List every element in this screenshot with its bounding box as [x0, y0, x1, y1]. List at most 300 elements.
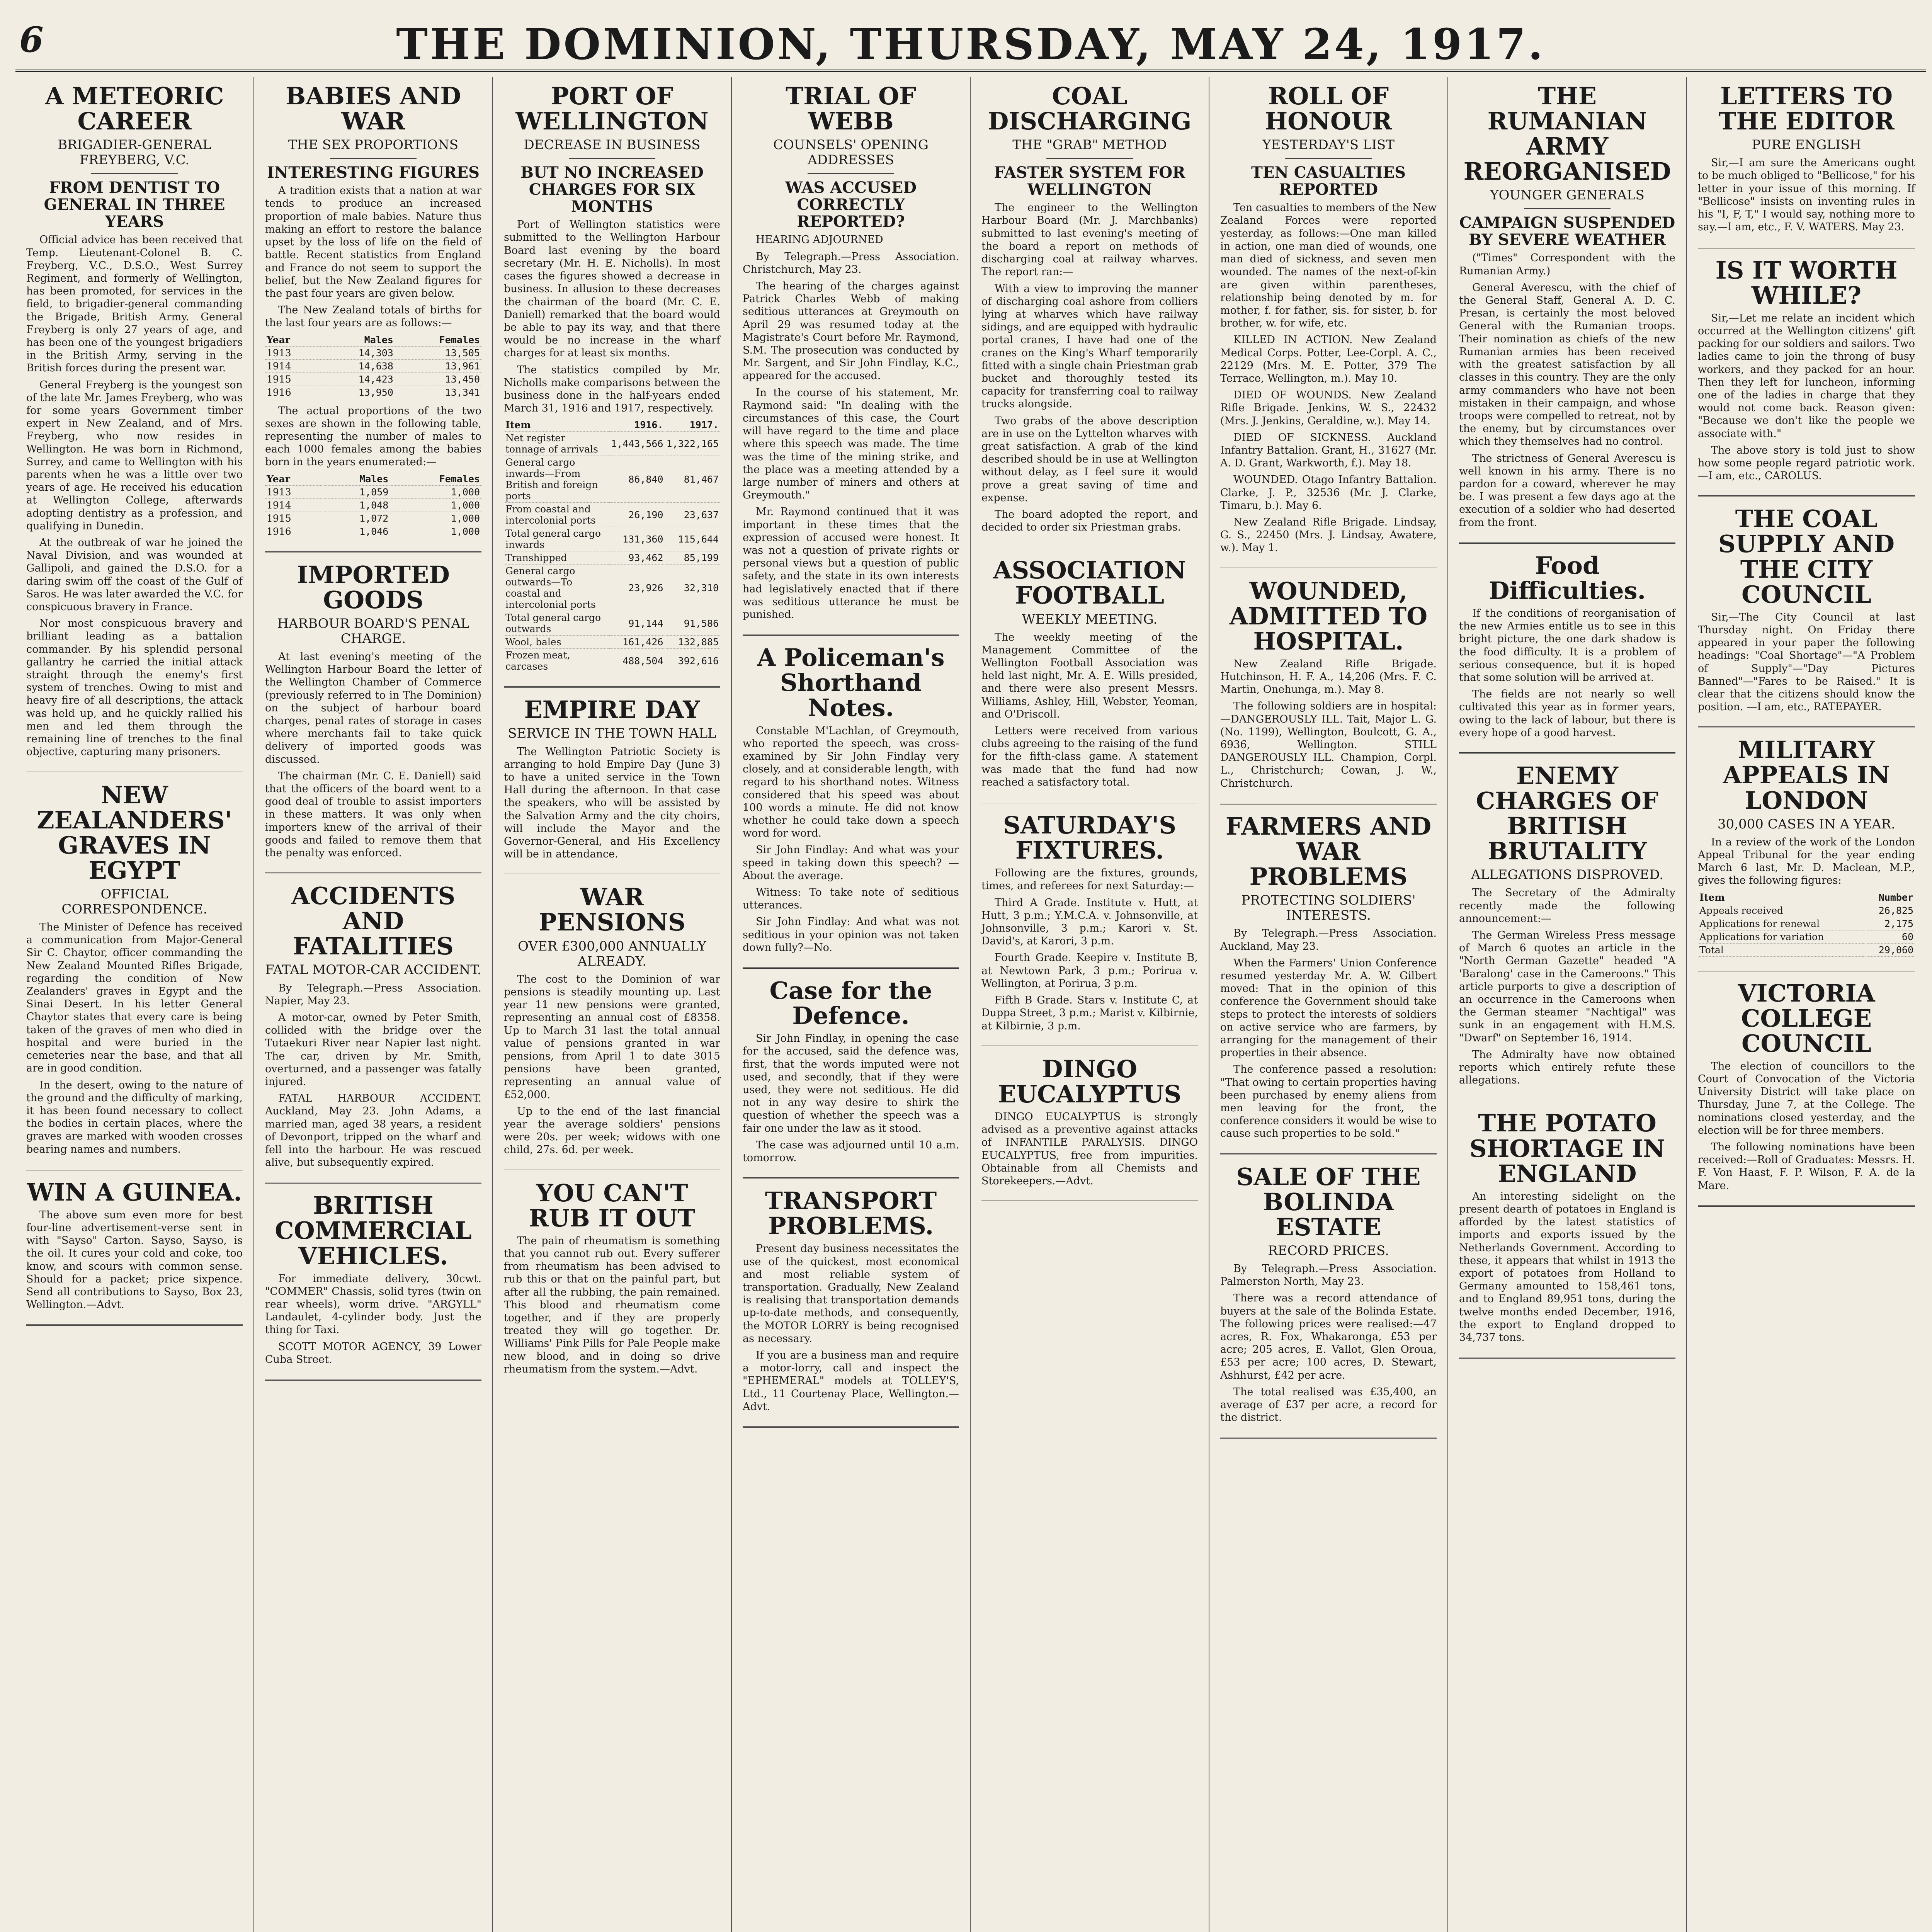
article-headline: THE POTATO SHORTAGE IN ENGLAND — [1469, 1109, 1665, 1188]
table-cell: 1913 — [265, 346, 320, 359]
article-deck: WAS ACCUSED CORRECTLY REPORTED? — [785, 179, 917, 231]
table-cell: 60 — [1866, 930, 1915, 943]
article-paragraph: The New Zealand totals of births for the last four years are as follows:— — [265, 304, 481, 329]
statistics-table — [1698, 891, 1915, 957]
article-headline: NEW ZEALANDERS' GRAVES IN EGYPT — [37, 781, 232, 884]
table-row — [1698, 930, 1915, 943]
article-paragraph: Third A Grade. Institute v. Hutt, at Hutt, 3 p.m.; Y.M.C.A. v. Johnsonville, at Johnsonville, 3 p.m.; Karori v. St. David's, at Karori, 3 p.m. — [981, 896, 1198, 947]
article-separator — [1698, 970, 1915, 971]
article-paragraph: Sir,—Let me relate an incident which occurred at the Wellington citizens' gift packing for our soldiers and sailors. Two ladies came to join the throng of busy workers, and they packed for an hour. Then they left for luncheon, informing one of the ladies in charge that they would not come back. Reason given: "Because we don't like the people we associate with." — [1698, 312, 1915, 440]
article-paragraph: At the outbreak of war he joined the Naval Division, and was wounded at Gallipoli, and gained the D.S.O. for a daring swim off the coast of the Gulf of Saros. He was later awarded the V.C. for conspicuous bravery in France. — [26, 537, 243, 613]
table-cell: 13,505 — [395, 346, 481, 359]
article — [1698, 506, 1915, 713]
table-row — [504, 611, 720, 636]
table-cell: 1,000 — [390, 485, 481, 498]
headline-rule — [1046, 158, 1133, 159]
article-paragraph: Letters were received from various clubs agreeing to the raising of the fund for the fifth-class game. A statement was made that the fund had now reached a satisfactory total. — [981, 725, 1198, 788]
article-separator — [504, 1170, 720, 1171]
article-paragraph: If the conditions of reorganisation of the new Armies entitle us to see in this bright picture, the one dark shadow is the food difficulty. It is a problem of serious consequence, but it is hoped that some solution will be arrived at. — [1459, 607, 1675, 684]
article-paragraph: The actual proportions of the two sexes are shown in the following table, representing the number of males to each 1000 females among the babies born in the years enumerated:— — [265, 405, 481, 468]
statistics-table — [504, 418, 720, 673]
article-subheadline: THE SEX PROPORTIONS — [288, 137, 459, 153]
table-row — [1698, 917, 1915, 930]
table-cell: 81,467 — [665, 456, 720, 503]
table-cell: 13,341 — [395, 386, 481, 399]
article-deck: TEN CASUALTIES REPORTED — [1251, 163, 1406, 199]
statistics-table — [265, 333, 481, 399]
article-separator — [743, 634, 959, 636]
table-cell: 1,059 — [323, 485, 390, 498]
article-headline: BABIES AND WAR — [285, 82, 461, 136]
article — [743, 83, 959, 621]
table-row — [265, 386, 481, 399]
table-cell: 23,637 — [665, 503, 720, 527]
article — [743, 645, 959, 954]
article-paragraph: SCOTT MOTOR AGENCY, 39 Lower Cuba Street. — [265, 1340, 481, 1366]
article-paragraph: General Averescu, with the chief of the General Staff, General A. D. C. Presan, is certainly the most beloved General with the Rumanian troops. Their nomination as chiefs of the new Rumanian armies has been received with the greatest satisfaction by all classes in this country. They are the only army commanders who have not been mistaken in their campaign, and whose troops were compelled to retreat, not by the enemy, but by circumstances over which they themselves had no control. — [1459, 281, 1675, 448]
article-separator — [1459, 1100, 1675, 1101]
table-header-cell: Females — [390, 473, 481, 486]
table-cell: From coastal and intercolonial ports — [504, 503, 609, 527]
article-paragraph: When the Farmers' Union Conference resumed yesterday Mr. A. W. Gilbert moved: That in the opinion of this conference the Government should take steps to protect the interests of soldiers on active service who are farmers, by arranging for the management of their properties in their absence. — [1220, 957, 1437, 1059]
table-header-row — [504, 418, 720, 432]
article — [1698, 981, 1915, 1192]
article — [1698, 83, 1915, 234]
table-cell: 91,144 — [609, 611, 665, 636]
article-subheadline: 30,000 CASES IN A YEAR. — [1717, 816, 1896, 832]
table-header-cell — [1862, 891, 1866, 904]
table-cell: 1914 — [265, 498, 323, 512]
article — [1698, 737, 1915, 956]
article-paragraph: Sir John Findlay: And what was your speed in taking down this speech? — About the average. — [743, 844, 959, 882]
article-paragraph: In a review of the work of the London Appeal Tribunal for the year ending March 6 last, Mr. D. Maclean, M.P., gives the following figures: — [1698, 836, 1915, 887]
table-cell: 23,926 — [609, 565, 665, 611]
article — [504, 83, 720, 673]
article-headline: YOU CAN'T RUB IT OUT — [529, 1179, 696, 1232]
table-header-row — [1698, 891, 1915, 904]
article-paragraph: Witness: To take note of seditious utterances. — [743, 886, 959, 912]
article-headline: ENEMY CHARGES OF BRITISH BRUTALITY — [1476, 761, 1659, 866]
article-separator — [1459, 542, 1675, 544]
statistics-table — [265, 473, 481, 538]
table-header-cell: 1917. — [665, 418, 720, 432]
article — [981, 1056, 1198, 1187]
article-separator — [743, 967, 959, 969]
table-header-cell: Year — [265, 333, 320, 347]
table-cell: Appeals received — [1698, 904, 1862, 917]
table-cell: 13,450 — [395, 372, 481, 386]
article-headline: TRIAL OF WEBB — [786, 82, 916, 136]
table-cell: 1916 — [265, 386, 320, 399]
article-paragraph: Fourth Grade. Keepire v. Institute B, at Newtown Park, 3 p.m.; Porirua v. Wellington, at Porirua, 3 p.m. — [981, 952, 1198, 990]
article-separator — [1459, 1357, 1675, 1359]
table-cell: 32,310 — [665, 565, 720, 611]
table-cell: 26,190 — [609, 503, 665, 527]
article-paragraph: At last evening's meeting of the Wellington Harbour Board the letter of the Wellington Chamber of Commerce (previously referred to in The Dominion) on the subject of harbour board charges, penal rates of storage in cases where merchants fail to take quick delivery of imported goods was discussed. — [265, 650, 481, 765]
article-paragraph: The conference passed a resolution: "That owing to certain properties having been purchased by enemy aliens from men leaving for the front, the conference considers it would be wise to cause such properties to be sold." — [1220, 1063, 1437, 1140]
article-headline: WAR PENSIONS — [539, 883, 685, 937]
article-paragraph: KILLED IN ACTION. New Zealand Medical Corps. Potter, Lee-Corpl. A. C., 22129 (Mrs. M. E. Potter, 379 The Terrace, Wellington, m.). May 10. — [1220, 334, 1437, 384]
table-cell — [1862, 904, 1866, 917]
article-paragraph: The election of councillors to the Court of Convocation of the Victoria University District will take place on Thursday, June 7, at the College. The nominations closed yesterday, and the election will be for three members. — [1698, 1060, 1915, 1136]
newspaper-title: THE DOMINION, THURSDAY, MAY 24, 1917. — [396, 19, 1545, 69]
article-paragraph: Present day business necessitates the use of the quickest, most economical and most reliable system of transportation. Gradually, New Zealand is realising that transportation demands up-to-date methods, and consequently, the MOTOR LORRY is being recognised as necessary. — [743, 1243, 959, 1345]
headline-rule — [808, 173, 894, 174]
article — [1220, 578, 1437, 790]
article-headline: ACCIDENTS AND FATALITIES — [291, 882, 456, 961]
article-paragraph: The Admiralty have now obtained reports which entirely refute these allegations. — [1459, 1048, 1675, 1087]
article-separator — [265, 872, 481, 874]
article-headline: COAL DISCHARGING — [988, 82, 1192, 136]
article — [743, 1188, 959, 1413]
article-subheadline: COUNSELS' OPENING ADDRESSES — [773, 137, 929, 168]
table-cell: 93,462 — [609, 551, 665, 565]
table-row — [265, 372, 481, 386]
article-separator — [743, 1426, 959, 1428]
page-number: 6 — [19, 19, 44, 60]
table-cell: 91,586 — [665, 611, 720, 636]
article-separator — [1698, 726, 1915, 728]
table-cell: 115,644 — [665, 527, 720, 551]
article-paragraph: FATAL HARBOUR ACCIDENT. Auckland, May 23. John Adams, a married man, aged 38 years, a resident of Devonport, tripped on the wharf and fell into the harbour. He was rescued alive, but subsequently expired. — [265, 1092, 481, 1169]
table-row — [265, 498, 481, 512]
table-row — [504, 565, 720, 611]
article-paragraph: By Telegraph.—Press Association. Napier, May 23. — [265, 982, 481, 1007]
article-paragraph: The case was adjourned until 10 a.m. tomorrow. — [743, 1139, 959, 1164]
table-cell: 1,048 — [323, 498, 390, 512]
table-row — [1698, 943, 1915, 956]
article-paragraph: The total realised was £35,400, an average of £37 per acre, a record for the district. — [1220, 1386, 1437, 1424]
article-paragraph: Fifth B Grade. Stars v. Institute C, at Duppa Street, 3 p.m.; Marist v. Kilbirnie, at Kilbirnie, 3 p.m. — [981, 994, 1198, 1032]
table-header-row — [265, 473, 481, 486]
article-paragraph: DIED OF SICKNESS. Auckland Infantry Battalion. Grant, H., 31627 (Mr. A. D. Grant, Warkworth, f.). May 18. — [1220, 431, 1437, 469]
table-row — [504, 527, 720, 551]
table-cell: 1913 — [265, 485, 323, 498]
table-header-cell: Number — [1866, 891, 1915, 904]
table-cell: 131,360 — [609, 527, 665, 551]
article-paragraph: Sir,—I am sure the Americans ought to be much obliged to "Bellicose," for his letter in your issue of this morning. If "Bellicose" insists on inventing rules in his "I, F, T," I would say, nothing more to say.—I am, etc., F. V. WATERS. May 23. — [1698, 157, 1915, 233]
article — [265, 883, 481, 1169]
table-cell: Net register tonnage of arrivals — [504, 432, 609, 456]
article-deck: BUT NO INCREASED CHARGES FOR SIX MONTHS — [520, 163, 704, 216]
table-row — [265, 485, 481, 498]
table-header-row — [265, 333, 481, 347]
table-cell: 1914 — [265, 359, 320, 372]
table-cell — [1862, 930, 1866, 943]
article-paragraph: The board adopted the report, and decided to order six Priestman grabs. — [981, 508, 1198, 534]
article-paragraph: The above sum even more for best four-line advertisement-verse sent in with "Sayso" Carton. Sayso, Sayso, is the oil. It cures your cold and coke, too know, and scours with common sense. Should for a packet; price sixpence. Send all contributions to Sayso, Box 23, Wellington.—Advt. — [26, 1209, 243, 1311]
article-paragraph: General Freyberg is the youngest son of the late Mr. James Freyberg, who was for some years Government timber expert in New Zealand, and of Mrs. Freyberg, who now resides in Wellington. He was born in Richmond, Surrey, and came to Wellington with his parents when he was a little over two years of age. He received his education at Wellington College, afterwards adopting dentistry as a profession, and qualifying in Dunedin. — [26, 379, 243, 532]
article-headline: LETTERS TO THE EDITOR — [1718, 82, 1895, 136]
column-3 — [493, 77, 732, 1932]
table-header-cell: 1916. — [609, 418, 665, 432]
table-cell: 86,840 — [609, 456, 665, 503]
table-header-cell: Item — [1698, 891, 1862, 904]
table-cell — [1862, 917, 1866, 930]
table-cell: 1,072 — [323, 512, 390, 525]
table-cell: 1,000 — [390, 525, 481, 538]
article-paragraph: The engineer to the Wellington Harbour Board (Mr. J. Marchbanks) submitted to last evening's meeting of the board a report on methods of discharging coal at railway wharves. The report ran:— — [981, 202, 1198, 278]
article-paragraph: The statistics compiled by Mr. Nicholls make comparisons between the business done in the half-years ended March 31, 1916 and 1917, respectively. — [504, 364, 720, 415]
column-4 — [732, 77, 971, 1932]
article-paragraph: Constable M'Lachlan, of Greymouth, who reported the speech, was cross-examined by Sir John Findlay very closely, and at considerable length, with regard to his shorthand notes. Witness considered that his speed was about 100 words a minute. He did not know whether he could take down a speech word for word. — [743, 724, 959, 840]
article-paragraph: The strictness of General Averescu is well known in his army. There is no pardon for a coward, wherever he may be. I was present a few days ago at the execution of a soldier who had deserted from the front. — [1459, 452, 1675, 529]
table-cell: 161,426 — [609, 636, 665, 649]
article-headline: VICTORIA COLLEGE COUNCIL — [1738, 979, 1875, 1058]
article-paragraph: In the course of his statement, Mr. Raymond said: "In dealing with the circumstances of this case, the Court will have regard to the time and place where this speech was made. The time was the time of the mining strike, and the place was a meeting attended by a large number of miners and others at Greymouth." — [743, 386, 959, 502]
article-paragraph: Following are the fixtures, grounds, times, and referees for next Saturday:— — [981, 867, 1198, 892]
table-cell: 1915 — [265, 512, 323, 525]
article-separator — [26, 1169, 243, 1170]
article — [26, 1180, 243, 1311]
article-paragraph: DINGO EUCALYPTUS is strongly advised as a preventive against attacks of INFANTILE PARALYSIS. DINGO EUCALYPTUS, free from impurities. Obtainable from all Chemists and Storekeepers.—Advt. — [981, 1111, 1198, 1187]
article-paragraph: If you are a business man and require a motor-lorry, call and inspect the "EPHEMERAL" models at TOLLEY'S, Ltd., 11 Courtenay Place, Wellington.—Advt. — [743, 1349, 959, 1413]
table-cell: Frozen meat, carcases — [504, 649, 609, 673]
table-cell: Applications for renewal — [1698, 917, 1862, 930]
table-cell: 2,175 — [1866, 917, 1915, 930]
table-cell: 13,961 — [395, 359, 481, 372]
table-cell: Total general cargo outwards — [504, 611, 609, 636]
article-separator — [1698, 495, 1915, 497]
article-paragraph: Ten casualties to members of the New Zealand Forces were reported yesterday, as follows:—One man killed in action, one man died of wounds, one man died of sickness, and seven men wounded. The names of the next-of-kin are given within parentheses, relationship being denoted by m. for mother, f. for father, sis. for sister, b. for brother, w. for wife, etc. — [1220, 202, 1437, 330]
table-cell: Total — [1698, 943, 1862, 956]
article-headline: SATURDAY'S FIXTURES. — [1003, 811, 1177, 865]
article-subheadline: DECREASE IN BUSINESS — [524, 137, 701, 153]
table-header-cell: Year — [265, 473, 323, 486]
article-headline: IS IT WORTH WHILE? — [1715, 256, 1898, 310]
article-headline: TRANSPORT PROBLEMS. — [765, 1187, 937, 1240]
table-row — [504, 649, 720, 673]
table-header-cell: Females — [395, 333, 481, 347]
article-deck: INTERESTING FIGURES — [267, 163, 480, 182]
article — [1220, 1164, 1437, 1424]
article-separator — [265, 1182, 481, 1184]
article-separator — [26, 772, 243, 773]
table-row — [504, 636, 720, 649]
article-subheadline: PURE ENGLISH — [1752, 137, 1861, 153]
article — [504, 1180, 720, 1376]
article-headline: EMPIRE DAY — [524, 696, 700, 724]
article-separator — [504, 686, 720, 688]
article-headline: Food Difficulties. — [1488, 551, 1646, 605]
headline-rule — [569, 158, 655, 159]
table-cell: General cargo inwards—From British and foreign ports — [504, 456, 609, 503]
article-headline: ROLL OF HONOUR — [1265, 82, 1392, 136]
table-cell: Total general cargo inwards — [504, 527, 609, 551]
table-cell: 1916 — [265, 525, 323, 538]
article-paragraph: The above story is told just to show how some people regard patriotic work. —I am, etc., CAROLUS. — [1698, 444, 1915, 482]
article-paragraph: A tradition exists that a nation at war tends to produce an increased proportion of male babies. Nature thus making an effort to restore the balance upset by the loss of life on the field of battle. Recent statistics from England and France do not seem to support the belief, but the New Zealand figures for the past four years are given below. — [265, 185, 481, 299]
article-headline: THE RUMANIAN ARMY REORGANISED — [1463, 82, 1671, 186]
headline-rule — [1524, 208, 1611, 209]
article-headline: FARMERS AND WAR PROBLEMS — [1225, 812, 1432, 891]
article-subheadline: FATAL MOTOR-CAR ACCIDENT. — [265, 962, 481, 978]
article-separator — [26, 1324, 243, 1326]
article-paragraph: New Zealand Rifle Brigade. Lindsay, G. S., 22450 (Mrs. J. Lindsay, Awatere, w.). May 1. — [1220, 516, 1437, 554]
table-row — [265, 359, 481, 372]
table-row — [265, 512, 481, 525]
article-headline: Case for the Defence. — [769, 976, 932, 1030]
article-headline: SALE OF THE BOLINDA ESTATE — [1236, 1162, 1421, 1241]
article-paragraph: By Telegraph.—Press Association. Palmerston North, May 23. — [1220, 1262, 1437, 1288]
table-cell: 1,443,566 — [609, 432, 665, 456]
table-cell: 1,000 — [390, 498, 481, 512]
table-cell: Transhipped — [504, 551, 609, 565]
table-cell: 29,060 — [1866, 943, 1915, 956]
column-1 — [15, 77, 254, 1932]
article-paragraph: The following soldiers are in hospital:—DANGEROUSLY ILL. Tait, Major L. G. (No. 1199), Wellington, Boulcott, G. A., 6936, Wellington. STILL DANGEROUSLY ILL. Champion, Corpl. L., Christchurch; Cowan, J. W., Christchurch. — [1220, 700, 1437, 789]
table-cell: 392,616 — [665, 649, 720, 673]
article-headline: ASSOCIATION FOOTBALL — [993, 556, 1186, 610]
article-subheadline: SERVICE IN THE TOWN HALL — [508, 726, 716, 742]
article-paragraph: For immediate delivery, 30cwt. "COMMER" Chassis, solid tyres (twin on rear wheels), worm drive. "ARGYLL" Landaulet, 4-cylinder body. Just the thing for Taxi. — [265, 1272, 481, 1336]
article — [265, 83, 481, 538]
article — [1459, 553, 1675, 739]
article-subheadline: RECORD PRICES. — [1268, 1243, 1389, 1259]
table-cell: 26,825 — [1866, 904, 1915, 917]
article-separator — [1220, 1153, 1437, 1155]
masthead — [15, 12, 1926, 72]
table-cell: 14,303 — [320, 346, 395, 359]
article — [981, 813, 1198, 1032]
table-cell: 85,199 — [665, 551, 720, 565]
table-row — [504, 503, 720, 527]
article-separator — [981, 547, 1198, 548]
article-paragraph: Port of Wellington statistics were submitted to the Wellington Harbour Board last evening by the board secretary (Mr. H. E. Nicholls). In most cases the figures showed a decrease in business. In allusion to these decreases the chairman of the board (Mr. C. E. Daniell) remarked that the board would be able to pay its way, and that there would be no increase in the wharf charges for at least six months. — [504, 219, 720, 359]
article — [504, 884, 720, 1156]
table-header-cell: Males — [320, 333, 395, 347]
article-deck: FASTER SYSTEM FOR WELLINGTON — [994, 163, 1185, 199]
article-subheadline: YESTERDAY'S LIST — [1262, 137, 1395, 153]
article-paragraph: ("Times" Correspondent with the Rumanian Army.) — [1459, 252, 1675, 277]
table-row — [504, 456, 720, 503]
article-paragraph: By Telegraph.—Press Association. Christchurch, May 23. — [743, 250, 959, 276]
article-paragraph: The Minister of Defence has received a communication from Major-General Sir C. Chaytor, officer commanding the New Zealand Mounted Rifles Brigade, regarding the condition of New Zealanders' graves in Egypt and the Sinai Desert. In his letter General Chaytor states that every care is being taken of the graves of men who died in hospital and were buried in the cemeteries near the base, and that all are in good condition. — [26, 921, 243, 1075]
column-7 — [1448, 77, 1687, 1932]
article-subheadline: BRIGADIER-GENERAL FREYBERG, V.C. — [58, 137, 211, 168]
table-cell: 1,000 — [390, 512, 481, 525]
article — [1220, 814, 1437, 1140]
table-cell: Applications for variation — [1698, 930, 1862, 943]
article-headline: THE COAL SUPPLY AND THE CITY COUNCIL — [1718, 505, 1895, 609]
article-separator — [1698, 247, 1915, 248]
article-subheadline: ALLEGATIONS DISPROVED. — [1471, 867, 1664, 883]
table-row — [265, 346, 481, 359]
article-subheadline: YOUNGER GENERALS — [1490, 187, 1645, 203]
article-paragraph: In the desert, owing to the nature of the ground and the difficulty of marking, it has been found necessary to collect the bodies in certain places, where the graves are marked with wooden crosses bearing names and numbers. — [26, 1079, 243, 1155]
article-headline: DINGO EUCALYPTUS — [998, 1054, 1182, 1108]
column-8 — [1687, 77, 1926, 1932]
article-paragraph: Two grabs of the above description are in use on the Lyttelton wharves with great satisfaction. A grab of the kind described should be in use at Wellington without delay, as I feel sure it would prove a great saving of time and expense. — [981, 415, 1198, 504]
article-headline: A METEORIC CAREER — [45, 82, 224, 136]
article-subheadline: OFFICIAL CORRESPONDENCE. — [61, 886, 207, 917]
headline-rule — [1285, 158, 1372, 159]
article-separator — [1220, 803, 1437, 804]
article-paragraph: Sir John Findlay: And what was not seditious in your opinion was not taken down fully?—No. — [743, 916, 959, 954]
article — [981, 83, 1198, 534]
article-paragraph: Sir,—The City Council at last Thursday night. On Friday there appeared in your paper the following headings: "Coal Shortage"—"A Problem of Supply"—"Day Pictures Banned"—"Fares to be Raised." It is clear that the citizens should know the position. —I am, etc., RATEPAYER. — [1698, 611, 1915, 713]
table-row — [504, 432, 720, 456]
table-cell: General cargo outwards—To coastal and intercolonial ports — [504, 565, 609, 611]
article — [743, 978, 959, 1164]
table-row — [265, 525, 481, 538]
article — [1220, 83, 1437, 554]
article — [1459, 83, 1675, 529]
article-subheadline: THE "GRAB" METHOD — [1012, 137, 1167, 153]
article-paragraph: HEARING ADJOURNED — [756, 234, 883, 246]
article — [1459, 1111, 1675, 1344]
article-paragraph: There was a record attendance of buyers at the sale of the Bolinda Estate. The following prices were realised:—47 acres, R. Fox, Whakaronga, £53 per acre; 205 acres, E. Vallot, Glen Oroua, £53 per acre; 100 acres, D. Stewart, Ashhurst, £42 per acre. — [1220, 1292, 1437, 1381]
article-paragraph: The Wellington Patriotic Society is arranging to hold Empire Day (June 3) to have a united service in the Town Hall during the afternoon. In that case the speakers, who will be assisted by the Salvation Army and the city choirs, will include the Mayor and the Governor-General, and His Excellency will be in attendance. — [504, 745, 720, 861]
article-separator — [981, 802, 1198, 803]
headline-rule — [91, 173, 178, 174]
article-paragraph: Nor most conspicuous bravery and brilliant leading as a battalion commander. By his splendid personal gallantry he carried the initial attack straight through the enemy's first system of trenches. Owing to mist and heavy fire of all descriptions, the attack was held up, and he quickly rallied his men and led them through the remaining line of trenches to the final objective, capturing many prisoners. — [26, 617, 243, 758]
article-paragraph: The chairman (Mr. C. E. Daniell) said that the officers of the board went to a good deal of trouble to assist importers in these matters. It was only when importers knew of the arrival of their goods and failed to remove them that the penalty was enforced. — [265, 770, 481, 859]
article-paragraph: Sir John Findlay, in opening the case for the accused, said the defence was, first, that the words imputed were not used, and secondly, that if they were used, they were not seditious. He did not in any way desire to shirk the question of whether the speech was a fair one under the law as it stood. — [743, 1032, 959, 1134]
article-headline: A Policeman's Shorthand Notes. — [757, 643, 945, 722]
article-paragraph: DIED OF WOUNDS. New Zealand Rifle Brigade. Jenkins, W. S., 22432 (Mrs. J. Jenkins, Geraldine, w.). May 14. — [1220, 389, 1437, 427]
article-paragraph: The cost to the Dominion of war pensions is steadily mounting up. Last year 11 new pensions were granted, representing an annual cost of £8358. Up to March 31 last the total annual value of pensions granted in war pensions, from April 1 to date 3015 pensions have been granted, representing an annual value of £52,000. — [504, 973, 720, 1101]
article-paragraph: The pain of rheumatism is something that you cannot rub out. Every sufferer from rheumatism has been advised to rub this or that on the painful part, but after all the rubbing, the pain remained. This blood and rheumatism come together, and if they are properly treated they will go together. Dr. Williams' Pink Pills for Pale People make new blood, and in doing so drive rheumatism from the system.—Advt. — [504, 1235, 720, 1375]
newspaper-columns — [15, 77, 1926, 1932]
article-subheadline: PROTECTING SOLDIERS' INTERESTS. — [1241, 893, 1416, 923]
article-paragraph: By Telegraph.—Press Association. Auckland, May 23. — [1220, 927, 1437, 952]
article-separator — [1220, 1437, 1437, 1439]
article-headline: BRITISH COMMERCIAL VEHICLES. — [275, 1191, 472, 1270]
article-paragraph: With a view to improving the manner of discharging coal ashore from colliers lying at wharves which have railway sidings, and are equipped with hydraulic portal cranes, I have had one of the cranes on the King's Wharf temporarily fitted with a single chain Priestman grab bucket and thoroughly tested its capacity for transferring coal to railway trucks alongside. — [981, 282, 1198, 410]
article-paragraph: The German Wireless Press message of March 6 quotes an article in the "North German Gazette" headed "A 'Baralong' case in the Cameroons." This article purports to give a description of an occurrence in the Cameroons when the German steamer "Nachtigal" was sunk in an engagement with H.M.S. "Dwarf" on September 16, 1914. — [1459, 929, 1675, 1044]
article-separator — [504, 1389, 720, 1390]
article-separator — [1459, 752, 1675, 754]
article-separator — [1220, 568, 1437, 569]
table-row — [504, 551, 720, 565]
article — [26, 83, 243, 759]
article-paragraph: The following nominations have been received:—Roll of Graduates: Messrs. H. F. Von Haast, F. P. Wilson, F. A. de la Mare. — [1698, 1141, 1915, 1192]
article — [1459, 763, 1675, 1087]
table-cell — [1862, 943, 1866, 956]
column-6 — [1209, 77, 1448, 1932]
article-paragraph: New Zealand Rifle Brigade. Hutchinson, H. F. A., 14,206 (Mrs. F. C. Martin, Onehunga, m.). May 8. — [1220, 658, 1437, 696]
table-cell: 14,423 — [320, 372, 395, 386]
table-cell: 132,885 — [665, 636, 720, 649]
article-headline: WOUNDED, ADMITTED TO HOSPITAL. — [1229, 577, 1428, 655]
table-cell: 488,504 — [609, 649, 665, 673]
table-cell: 14,638 — [320, 359, 395, 372]
article-separator — [265, 551, 481, 553]
article-subheadline: HARBOUR BOARD'S PENAL CHARGE. — [277, 616, 469, 646]
article-paragraph: An interesting sidelight on the present dearth of potatoes in England is afforded by the latest statistics of imports and exports issued by the Netherlands Government. According to these, it appears that whilst in 1913 the export of potatoes from Holland to Germany amounted to 158,461 tons, and to England 89,951 tons, during the twelve months ended December, 1916, the export to England dropped to 34,737 tons. — [1459, 1190, 1675, 1344]
article-paragraph: The Secretary of the Admiralty recently made the following announcement:— — [1459, 887, 1675, 925]
article-separator — [1698, 1205, 1915, 1207]
article-paragraph: A motor-car, owned by Peter Smith, collided with the bridge over the Tutaekuri River near Napier last night. The car, driven by Mr. Smith, overturned, and a passenger was fatally injured. — [265, 1011, 481, 1088]
table-cell: 1,322,165 — [665, 432, 720, 456]
table-cell: 13,950 — [320, 386, 395, 399]
article — [1698, 258, 1915, 483]
article-deck: FROM DENTIST TO GENERAL IN THREE YEARS — [44, 179, 225, 231]
article-headline: MILITARY APPEALS IN LONDON — [1723, 736, 1890, 815]
article-paragraph: WOUNDED. Otago Infantry Battalion. Clarke, J. P., 32536 (Mr. J. Clarke, Timaru, b.). May 6. — [1220, 474, 1437, 512]
article-headline: WIN A GUINEA. — [27, 1178, 242, 1206]
article — [265, 1193, 481, 1366]
article-paragraph: Official advice has been received that Temp. Lieutenant-Colonel B. C. Freyberg, V.C., D.S.O., West Surrey Regiment, and formerly of Wellington, has been promoted, for services in the field, to brigadier-general commanding the Brigade, British Army. General Freyberg is only 27 years of age, and has been one of the youngest brigadiers in the British Army, serving in the British forces during the present war. — [26, 234, 243, 374]
article-subheadline: WEEKLY MEETING. — [1022, 611, 1158, 627]
article-separator — [981, 1046, 1198, 1047]
article-paragraph: The hearing of the charges against Patrick Charles Webb of making seditious utterances at Greymouth on April 29 was resumed today at the Magistrate's Court before Mr. Raymond, S.M. The prosecution was conducted by Mr. Sargent, and Sir John Findlay, K.C., appeared for the accused. — [743, 280, 959, 382]
article — [504, 697, 720, 861]
article-paragraph: The weekly meeting of the Management Committee of the Wellington Football Association was held last night, Mr. A. E. Wills presided, and there were also present Messrs. Williams, Ashley, Hill, Webster, Yeoman, and O'Driscoll. — [981, 631, 1198, 720]
article-deck: CAMPAIGN SUSPENDED BY SEVERE WEATHER — [1459, 214, 1675, 249]
table-cell: Wool, bales — [504, 636, 609, 649]
